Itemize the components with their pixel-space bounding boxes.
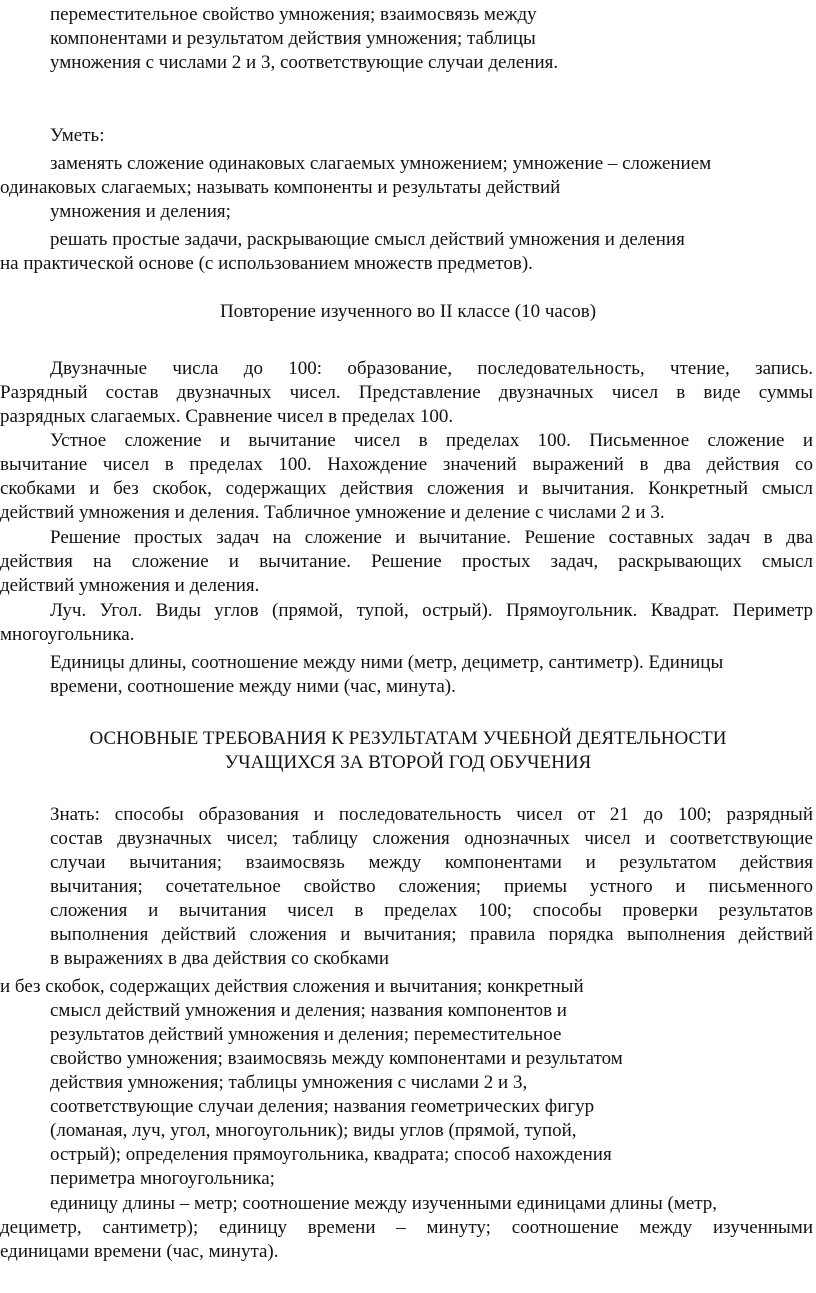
text-line: умножения с числами 2 и 3, соответствующие случаи деления. bbox=[50, 52, 559, 73]
requirements-title-line2: УЧАЩИХСЯ ЗА ВТОРОЙ ГОД ОБУЧЕНИЯ bbox=[224, 752, 592, 773]
text-line: действия на сложение и вычитание. Решение простых задач, раскрывающих смысл bbox=[0, 551, 813, 572]
text-line: дециметр, сантиметр); единицу времени – минуту; соотношение между изученными bbox=[0, 1217, 813, 1238]
text-line: соответствующие случаи деления; названия геометрических фигур bbox=[50, 1096, 595, 1117]
text-line: результатов действий умножения и деления; переместительное bbox=[50, 1024, 562, 1045]
text-line: Двузначные числа до 100: образование, последовательность, чтение, запись. bbox=[50, 358, 813, 379]
text-line: Единицы длины, соотношение между ними (метр, дециметр, сантиметр). Единицы bbox=[50, 652, 724, 673]
text-line: случаи вычитания; взаимосвязь между компонентами и результатом действия bbox=[50, 852, 813, 873]
text-line: единицу длины – метр; соотношение между изученными единицами длины (метр, bbox=[50, 1193, 718, 1214]
text-line: Решение простых задач на сложение и вычитание. Решение составных задач в два bbox=[50, 527, 813, 548]
text-line: сложения и вычитания чисел в пределах 100; способы проверки результатов bbox=[50, 900, 813, 921]
text-line: периметра многоугольника; bbox=[50, 1168, 275, 1189]
text-line: вычитания; сочетательное свойство сложения; приемы устного и письменного bbox=[50, 876, 813, 897]
text-line: и без скобок, содержащих действия сложения и вычитания; конкретный bbox=[0, 976, 584, 997]
text-line: Устное сложение и вычитание чисел в пределах 100. Письменное сложение и bbox=[50, 430, 813, 451]
text-line: одинаковых слагаемых; называть компоненты и результаты действий bbox=[0, 177, 561, 198]
text-line: выполнения действий сложения и вычитания; правила порядка выполнения действий bbox=[50, 924, 813, 945]
text-line: многоугольника. bbox=[0, 624, 135, 645]
text-line: Луч. Угол. Виды углов (прямой, тупой, острый). Прямоугольник. Квадрат. Периметр bbox=[50, 600, 813, 621]
text-line: действий умножения и деления. bbox=[0, 575, 260, 596]
text-line: острый); определения прямоугольника, квадрата; способ нахождения bbox=[50, 1144, 612, 1165]
text-line: Разрядный состав двузначных чисел. Представление двузначных чисел в виде суммы bbox=[0, 382, 813, 403]
text-line: свойство умножения; взаимосвязь между компонентами и результатом bbox=[50, 1048, 623, 1069]
text-line: вычитание чисел в пределах 100. Нахождение значений выражений в два действия со bbox=[0, 454, 813, 475]
text-line: скобками и без скобок, содержащих действия сложения и вычитания. Конкретный смысл bbox=[0, 478, 813, 499]
text-line: заменять сложение одинаковых слагаемых умножением; умножение – сложением bbox=[50, 153, 712, 174]
section-title: Повторение изученного во II классе (10 часов) bbox=[219, 301, 597, 322]
text-line: умножения и деления; bbox=[50, 201, 231, 222]
text-line: компонентами и результатом действия умножения; таблицы bbox=[50, 28, 536, 49]
text-line: в выражениях в два действия со скобками bbox=[50, 948, 390, 969]
text-line: действия умножения; таблицы умножения с числами 2 и 3, bbox=[50, 1072, 528, 1093]
text-line: состав двузначных чисел; таблицу сложения однозначных чисел и соответствующие bbox=[50, 828, 813, 849]
text-line: единицами времени (час, минута). bbox=[0, 1241, 279, 1262]
text-line: решать простые задачи, раскрывающие смысл действий умножения и деления bbox=[50, 229, 685, 250]
requirements-title-line1: ОСНОВНЫЕ ТРЕБОВАНИЯ К РЕЗУЛЬТАТАМ УЧЕБНОЙ ДЕЯТЕЛЬНОСТИ bbox=[89, 728, 727, 749]
text-line: переместительное свойство умножения; взаимосвязь между bbox=[50, 4, 537, 25]
text-line: действий умножения и деления. Табличное умножение и деление с числами 2 и 3. bbox=[0, 502, 665, 523]
text-line: (ломаная, луч, угол, многоугольник); виды углов (прямой, тупой, bbox=[50, 1120, 577, 1141]
text-line: разрядных слагаемых. Сравнение чисел в пределах 100. bbox=[0, 406, 454, 427]
text-line: Знать: способы образования и последовательность чисел от 21 до 100; разрядный bbox=[50, 804, 813, 825]
text-line: времени, соотношение между ними (час, минута). bbox=[50, 676, 456, 697]
text-line: смысл действий умножения и деления; названия компонентов и bbox=[50, 1000, 567, 1021]
umet-heading: Уметь: bbox=[50, 125, 105, 146]
text-line: на практической основе (с использованием множеств предметов). bbox=[0, 253, 533, 274]
